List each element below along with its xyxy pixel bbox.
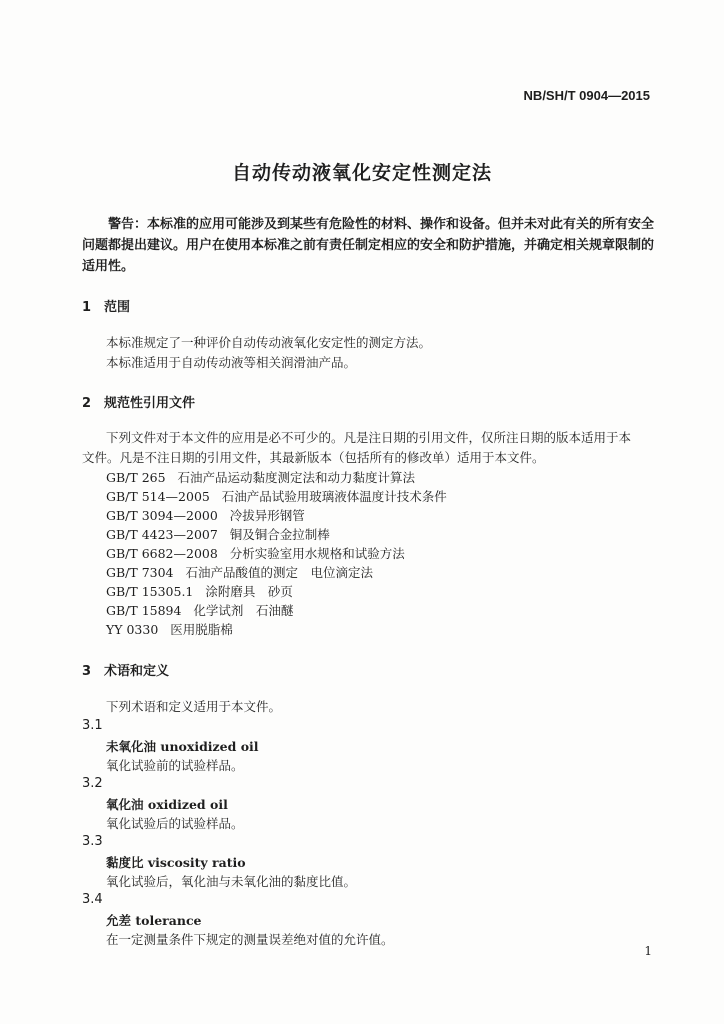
reference-code: GB/T 15305.1 (106, 584, 194, 599)
reference-code: GB/T 514—2005 (106, 489, 210, 504)
reference-title: 石油产品酸值的测定 电位滴定法 (185, 565, 373, 580)
reference-title: 化学试剂 石油醚 (193, 603, 294, 618)
section-number: 1 (82, 300, 92, 315)
term-title: 允差 tolerance (106, 913, 202, 928)
term-definition: 在一定测量条件下规定的测量误差绝对值的允许值。 (106, 932, 394, 947)
reference-title: 分析实验室用水规格和试验方法 (229, 546, 405, 561)
section-1-heading (82, 296, 130, 315)
reference-item (106, 525, 330, 543)
term-definition: 氧化试验后，氧化油与未氧化油的黏度比值。 (106, 874, 357, 889)
term-number: 3.4 (82, 892, 103, 907)
reference-title: 冷拔异形钢管 (229, 508, 305, 523)
reference-item (106, 506, 305, 524)
refs-intro-line-1: 下列文件对于本文件的应用是必不可少的。凡是注日期的引用文件，仅所注日期的版本适用于本 (106, 430, 632, 445)
section-title: 术语和定义 (104, 664, 170, 679)
reference-code: GB/T 265 (106, 470, 166, 485)
reference-code: GB/T 4423—2007 (106, 527, 218, 542)
section-3-heading (82, 660, 169, 679)
reference-title: 石油产品试验用玻璃液体温度计技术条件 (221, 489, 447, 504)
term-number: 3.2 (82, 776, 103, 791)
warning-paragraph: 警告：本标准的应用可能涉及到某些有危险性的材料、操作和设备。但并未对此有关的所有安全问题都提出建议。用户在使用本标准之前有责任制定相应的安全和防护措施，并确定相关规章限制的适用性。 (82, 217, 655, 274)
term-title: 未氧化油 unoxidized oil (106, 739, 259, 754)
section-2-heading (82, 392, 195, 411)
reference-title: 铜及铜合金拉制棒 (229, 527, 330, 542)
section-title: 范围 (104, 300, 131, 315)
reference-item (106, 563, 373, 581)
term-definition: 氧化试验后的试验样品。 (106, 816, 244, 831)
scope-line-2: 本标准适用于自动传动液等相关润滑油产品。 (106, 355, 357, 370)
reference-code: GB/T 7304 (106, 565, 174, 580)
term-title: 氧化油 oxidized oil (106, 797, 228, 812)
section-title: 规范性引用文件 (104, 396, 196, 411)
term-number: 3.3 (82, 834, 103, 849)
term-number: 3.1 (82, 718, 103, 733)
reference-code: YY 0330 (106, 622, 159, 637)
reference-code: GB/T 15894 (106, 603, 182, 618)
section-number: 2 (82, 396, 92, 411)
terms-intro: 下列术语和定义适用于本文件。 (106, 699, 282, 714)
reference-item (106, 582, 293, 600)
reference-item (106, 601, 293, 619)
page-number: 1 (644, 944, 652, 958)
reference-item (106, 468, 415, 486)
reference-item (106, 544, 405, 562)
section-number: 3 (82, 664, 92, 679)
term-title: 黏度比 viscosity ratio (106, 855, 246, 870)
standard-code: NB/SH/T 0904—2015 (523, 88, 650, 103)
term-definition: 氧化试验前的试验样品。 (106, 758, 244, 773)
reference-title: 医用脱脂棉 (170, 622, 233, 637)
refs-intro-line-2: 文件。凡是不注日期的引用文件，其最新版本（包括所有的修改单）适用于本文件。 (82, 450, 545, 465)
reference-item (106, 620, 233, 638)
reference-item (106, 487, 447, 505)
reference-title: 涂附磨具 砂页 (205, 584, 293, 599)
reference-code: GB/T 6682—2008 (106, 546, 218, 561)
reference-title: 石油产品运动黏度测定法和动力黏度计算法 (177, 470, 415, 485)
reference-code: GB/T 3094—2000 (106, 508, 218, 523)
scope-line-1: 本标准规定了一种评价自动传动液氧化安定性的测定方法。 (106, 335, 432, 350)
page-title: 自动传动液氧化安定性测定法 (231, 162, 492, 184)
